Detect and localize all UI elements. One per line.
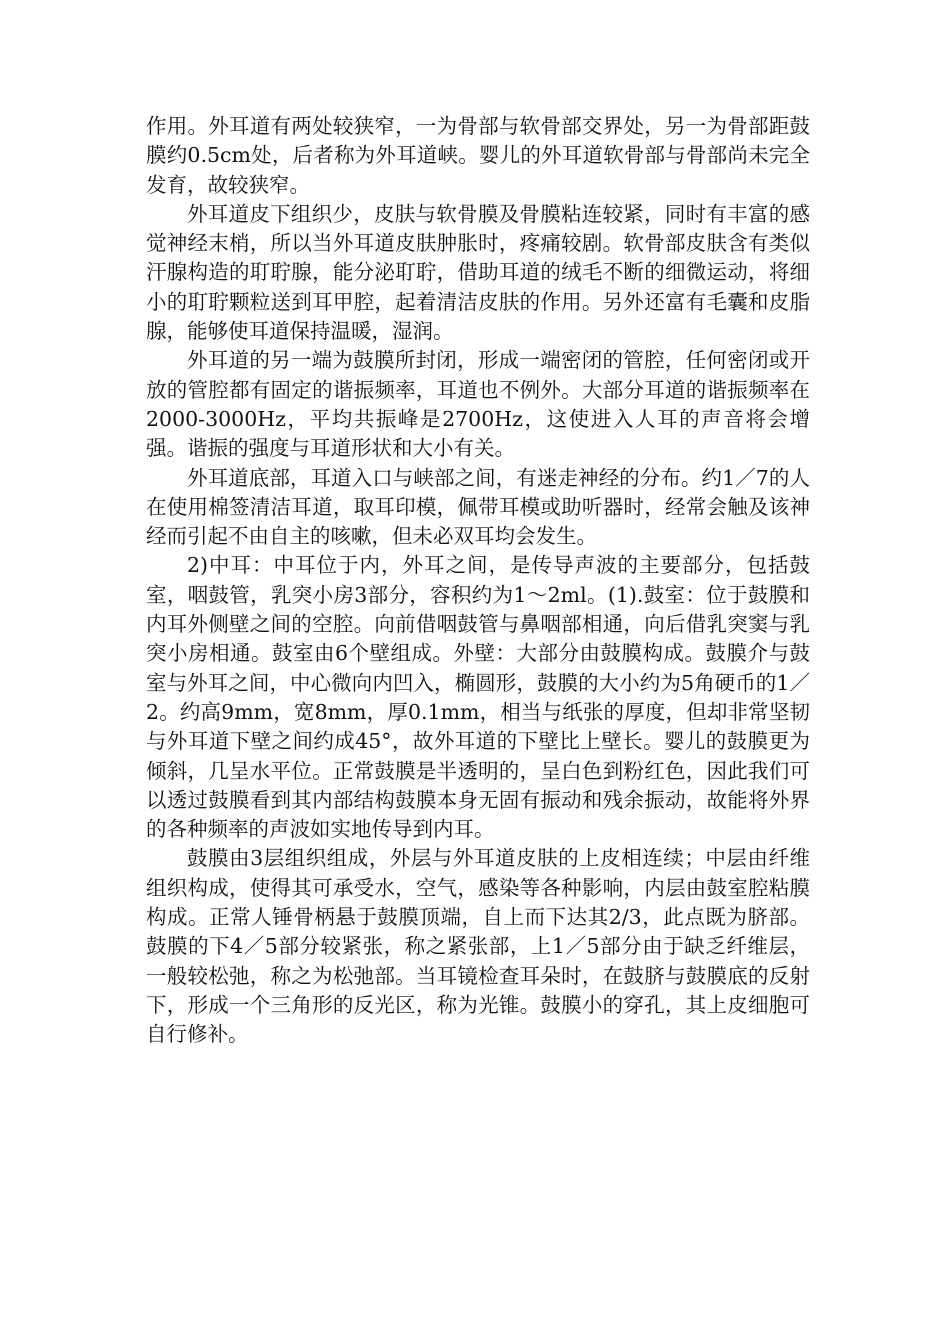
paragraph-ear-canal-narrowing: 作用。外耳道有两处较狭窄，一为骨部与软骨部交界处，另一为骨部距鼓膜约0.5cm处，后者称为外耳道峡。婴儿的外耳道软骨部与骨部尚未完全发育，故较狭窄。	[146, 114, 810, 197]
paragraph-ear-canal-skin: 外耳道皮下组织少，皮肤与软骨膜及骨膜粘连较紧，同时有丰富的感觉神经末梢，所以当外耳道皮肤肿胀时，疼痛较剧。软骨部皮肤含有类似汗腺构造的耵聍腺，能分泌耵聍，借助耳道的绒毛不断的细微运动，将细小的耵聍颗粒送到耳甲腔，起着清洁皮肤的作用。另外还富有毛囊和皮脂腺，能够使耳道保持温暖，湿润。	[146, 201, 810, 344]
document-page	[146, 112, 810, 1050]
paragraph-middle-ear: 2)中耳：中耳位于内，外耳之间，是传导声波的主要部分，包括鼓室，咽鼓管，乳突小房3部分，容积约为1～2ml。(1).鼓室：位于鼓膜和内耳外侧壁之间的空腔。向前借咽鼓管与鼻咽部相通，向后借乳突窦与乳突小房相通。鼓室由6个壁组成。外壁：大部分由鼓膜构成。鼓膜介与鼓室与外耳之间，中心微向内凹入，椭圆形，鼓膜的大小约为5角硬币的1／2。约高9mm，宽8mm，厚0.1mm，相当与纸张的厚度，但却非常坚韧与外耳道下壁之间约成45°，故外耳道的下壁比上壁长。婴儿的鼓膜更为倾斜，几呈水平位。正常鼓膜是半透明的，呈白色到粉红色，因此我们可以透过鼓膜看到其内部结构鼓膜本身无固有振动和残余振动，故能将外界的各种频率的声波如实地传导到内耳。	[146, 553, 810, 842]
paragraph-vagus-nerve: 外耳道底部，耳道入口与峡部之间，有迷走神经的分布。约1／7的人在使用棉签清洁耳道，取耳印模，佩带耳模或助听器时，经常会触及该神经而引起不由自主的咳嗽，但未必双耳均会发生。	[146, 465, 810, 549]
paragraph-eardrum-layers: 鼓膜由3层组织组成，外层与外耳道皮肤的上皮相连续；中层由纤维组织构成，使得其可承受水，空气，感染等各种影响，内层由鼓室腔粘膜构成。正常人锤骨柄悬于鼓膜顶端，自上而下达其2/3，此点既为脐部。鼓膜的下4／5部分较紧张，称之紧张部，上1／5部分由于缺乏纤维层，一般较松弛，称之为松弛部。当耳镜检查耳朵时，在鼓脐与鼓膜底的反射下，形成一个三角形的反光区，称为光锥。鼓膜小的穿孔，其上皮细胞可自行修补。	[146, 846, 810, 1047]
paragraph-resonance-frequency: 外耳道的另一端为鼓膜所封闭，形成一端密闭的管腔，任何密闭或开放的管腔都有固定的谐振频率，耳道也不例外。大部分耳道的谐振频率在2000-3000Hz，平均共振峰是2700Hz，这使进入人耳的声音将会增强。谐振的强度与耳道形状和大小有关。	[146, 348, 810, 461]
